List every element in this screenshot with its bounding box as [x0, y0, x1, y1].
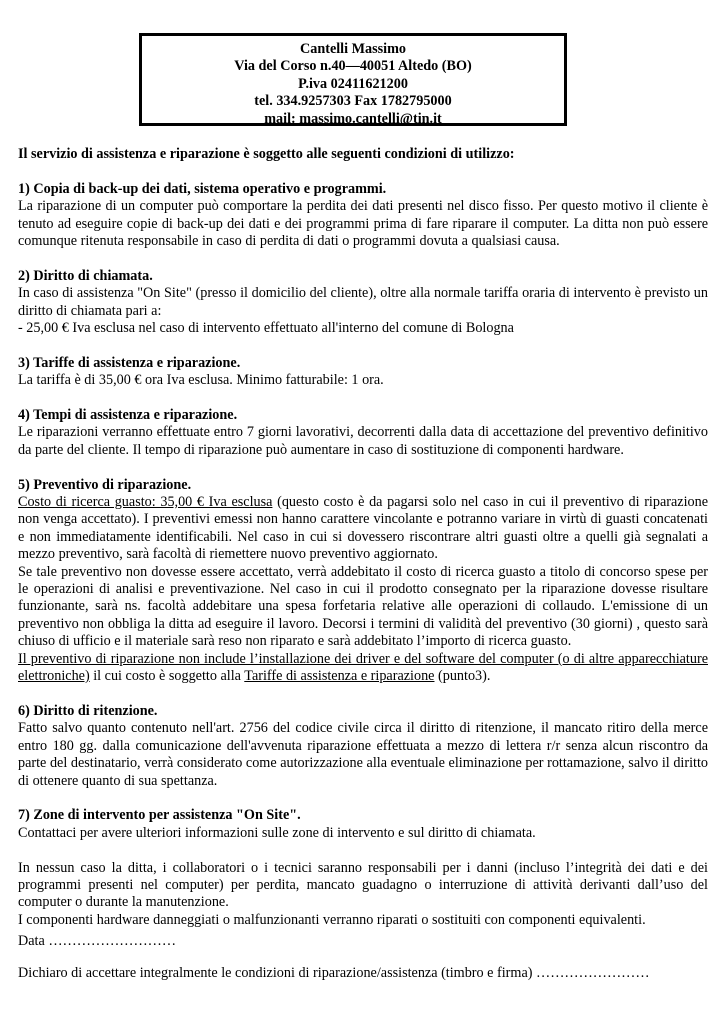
phone-fax: tel. 334.9257303 Fax 1782795000 — [254, 93, 452, 110]
section-7-body: Contattaci per avere ulteriori informazioni sulle zone di intervento e sul diritto di chiamata. — [18, 824, 536, 841]
section-6-body: Fatto salvo quanto contenuto nell'art. 2756 del codice civile circa il diritto di ritenzione, il mancato ritiro della merce entro 180 gg. dalla comunicazione dell'avvenuta riparazione effettuata a mezzo di lettera r/r senza alcun riscontro da parte del destinatario, verrà considerato come autorizzazione alla eventuale eliminazione per rottamazione, salvo il diritto di ottenere quanto di sua spettanza. — [18, 720, 708, 789]
liability-disclaimer: In nessun caso la ditta, i collaboratori o i tecnici saranno responsabili per i danni (incluso l’integrità dei dati e dei programmi presenti nel computer) per perdita, mancato guadagno o interruzione di attività derivanti dall’uso del computer o durante la manutenzione. — [18, 859, 708, 911]
section-1-title: 1) Copia di back-up dei dati, sistema operativo e programmi. — [18, 180, 387, 197]
company-address: Via del Corso n.40—40051 Altedo (BO) — [234, 58, 472, 75]
section-4-body: Le riparazioni verranno effettuate entro 7 giorni lavorativi, decorrenti dalla data di accettazione del preventivo definitivo da parte del cliente. Il tempo di riparazione può aumentare in caso di sostituzione di componenti hardware. — [18, 424, 708, 458]
signature-declaration: Dichiaro di accettare integralmente le condizioni di riparazione/assistenza (timbro e firma) …………………… — [18, 965, 650, 981]
section-2-body: In caso di assistenza "On Site" (presso il domicilio del cliente), oltre alla normale tariffa oraria di intervento è previsto un diritto di chiamata pari a: — [18, 285, 708, 319]
section-5-paragraph-1 — [18, 494, 708, 564]
section-5-paragraph-2: Se tale preventivo non dovesse essere accettato, verrà addebitato il costo di ricerca guasto a titolo di concorso spese per le operazioni di analisi e preventivazione. Nel caso in cui il prodotto consegnato per la riparazione dovesse risultare funzionante, sarà ns. facoltà addebitare una spesa forfetaria relative alle operazioni di collaudo. L'emissione di un preventivo non obbliga la ditta ad eseguire il lavoro. Decorsi i termini di validità del preventivo (30 giorni) , questo sarà chiuso di ufficio e il materiale sarà reso non riparato e sarà addebitato l’importo di ricerca guasto. — [18, 563, 708, 650]
section-3-body: La tariffa è di 35,00 € ora Iva esclusa. Minimo fatturabile: 1 ora. — [18, 372, 384, 389]
section-6-title: 6) Diritto di ritenzione. — [18, 702, 158, 719]
company-name: Cantelli Massimo — [299, 41, 406, 57]
hardware-replacement-note: I componenti hardware danneggiati o malfunzionanti verranno riparati o sostituiti con componenti equivalenti. — [18, 911, 646, 928]
section-5-paragraph-1-text: (questo costo è da pagarsi solo nel caso in cui il preventivo di riparazione non venga accettato). I preventivi emessi non hanno carattere vincolante e potranno variare in virtù di guasti concatenati e non immediatamente identificabili. Nel caso in cui si dovessero riscontrare altri guasti oltre a quelli già segnalati a mezzo preventivo, sarà facoltà di riemettere nuovo preventivo aggiornato. — [18, 494, 708, 563]
section-4-title: 4) Tempi di assistenza e riparazione. — [18, 407, 238, 424]
section-2-item: - 25,00 € Iva esclusa nel caso di intervento effettuato all'interno del comune di Bologna — [18, 320, 514, 337]
section-5-paragraph-3-end: (punto3). — [434, 668, 491, 685]
section-7-title: 7) Zone di intervento per assistenza "On Site". — [18, 807, 301, 824]
section-5-paragraph-3 — [18, 651, 708, 686]
section-3-title: 3) Tariffe di assistenza e riparazione. — [18, 354, 241, 371]
section-2-title: 2) Diritto di chiamata. — [18, 267, 153, 284]
section-1-body: La riparazione di un computer può comportare la perdita dei dati presenti nel disco fisso. Per questo motivo il cliente è tenuto ad eseguire copie di back-up dei dati e dei programmi prima di fare riparare il computer. La ditta non può essere comunque ritenuta responsabile in caso di perdita di dati o programmi dovuta a qualsiasi causa. — [18, 198, 708, 250]
tariff-reference: Tariffe di assistenza e riparazione — [244, 668, 435, 685]
section-5-paragraph-3-mid: il cui costo è soggetto alla — [89, 668, 245, 685]
terms-body — [18, 146, 708, 929]
exclusion-note: Il preventivo di riparazione non include l’installazione dei driver e del software del computer (o di altre apparecchiature elettroniche) — [18, 650, 708, 685]
vat-number: P.iva 02411621200 — [298, 75, 408, 92]
intro-heading: Il servizio di assistenza e riparazione è soggetto alle seguenti condizioni di utilizzo: — [18, 146, 515, 162]
email: mail: massimo.cantelli@tin.it — [264, 110, 442, 127]
date-field: Data ……………………… — [18, 933, 177, 949]
section-5-title: 5) Preventivo di riparazione. — [18, 476, 192, 493]
letterhead-box — [139, 33, 567, 126]
search-cost-label: Costo di ricerca guasto: 35,00 € Iva esclusa — [18, 494, 273, 511]
